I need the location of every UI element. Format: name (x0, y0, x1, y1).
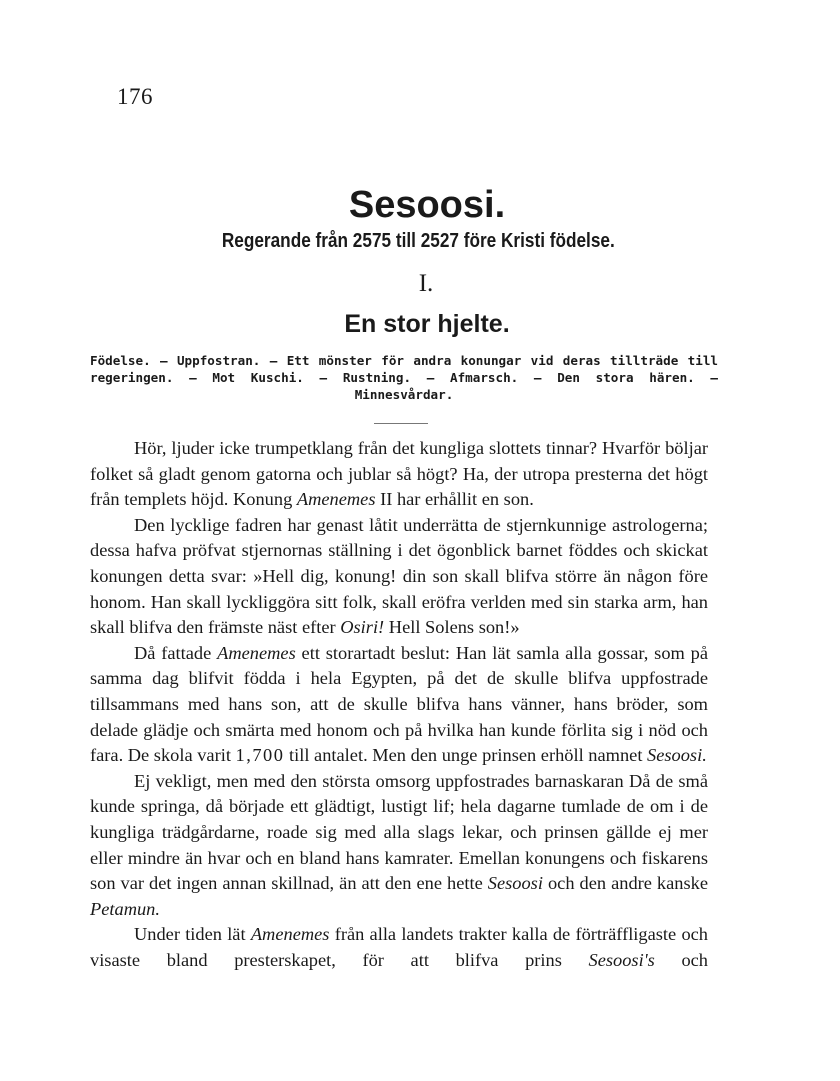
text-segment: II har erhållit en son. (375, 489, 534, 510)
text-segment: Hell Solens son!» (384, 617, 520, 638)
paragraph (90, 769, 708, 923)
italic-name: Sesoosi's (588, 949, 655, 970)
chapter-heading-title: Sesoosi. (348, 184, 506, 226)
text-segment: Den lycklige fadren har genast låtit underrätta de stjernkunnige astrologerna; dessa hafva pröfvat stjernornas ställning i det ögonblick barnet föddes och skickat konungen detta svar: »Hell dig, konung! din son skall blifva större än någon före honom. Han skall lyckliggöra sitt folk, skall eröfra verlden med sin starka arm, han skall blifva den främste näst efter (90, 514, 708, 638)
body-text (90, 436, 708, 973)
text-segment: Hör, ljuder icke trumpetklang från det kungliga slottets tinnar? Hvarför böljar folket så gladt genom gatorna och jublar så högt? Ha, der utropa presterna det högt från templets höjd. Konung (90, 438, 708, 510)
italic-name: Osiri! (340, 617, 385, 638)
text-segment: och (654, 949, 708, 970)
text-segment: ett storartadt beslut: Han lät samla alla gossar, som på samma dag blifvit födda i hela Egypten, på det de skulle blifva uppfostrade tillsammans med hans son, att de skulle blifva hans vänner, hans bröder, som delade glädje och smärta med honom och på hvilka han kunde förlita sig i nöd och fara. De skola varit (90, 642, 708, 766)
reign-subtitle: Regerande från 2575 till 2527 före Kristi födelse. (221, 230, 615, 252)
paragraph (90, 922, 708, 973)
italic-name: Sesoosi (487, 873, 543, 894)
text-segment: från alla landets trakter kalla de förträffligaste och visaste bland presterskapet, för att blifva prins (90, 924, 708, 970)
text-segment: Ej vekligt, men med den största omsorg uppfostrades barnaskaran Då de små kunde springa, då började ett glädtigt, lustigt lif; hela dagarne tumlade de om i de kungliga trädgårdarne, roade sig med alla slags lekar, och prinsen gällde ej mer eller mindre än hvar och en bland hans kamrater. Emellan konungens och fiskarens son var det ingen annan skillnad, än att den ene hette (90, 770, 708, 894)
paragraph (90, 641, 708, 769)
text-segment: Då fattade (134, 642, 218, 663)
paragraph (90, 436, 708, 513)
italic-name: Amenemes (296, 489, 376, 510)
italic-name: Amenemes (217, 642, 296, 663)
chapter-title: En stor hjelte. (344, 310, 510, 338)
paragraph (90, 513, 708, 641)
italic-name: Petamun. (90, 898, 160, 919)
page-number: 176 (117, 84, 153, 109)
italic-name: Amenemes (250, 924, 330, 945)
italic-name: Sesoosi. (647, 745, 707, 766)
text-segment: och den andre kanske (542, 873, 709, 894)
section-divider (374, 423, 428, 424)
text-segment: 1,700 (235, 745, 285, 766)
chapter-number: I. (418, 270, 434, 297)
chapter-summary: Födelse. — Uppfostran. — Ett mönster för andra konungar vid deras tillträde till regeringen. — Mot Kuschi. — Rustning. — Afmarsch. — Den stora hären. — Minnesvårdar. (90, 353, 718, 402)
text-segment: Under tiden lät (134, 924, 251, 945)
text-segment: till antalet. Men den unge prinsen erhöll namnet (284, 745, 648, 766)
